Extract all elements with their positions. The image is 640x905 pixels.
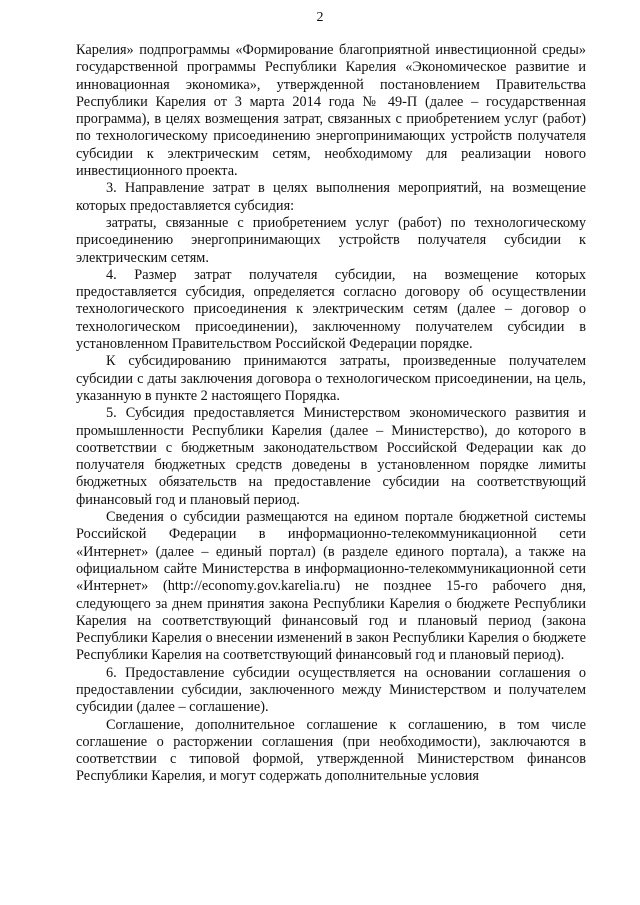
paragraph-item-5: 5. Субсидия предоставляется Министерством экономического развития и промышленности Республики Карелия (далее – Министерство), до которого в соответствии с бюджетным законодательством Российской Федерации как до получателя бюджетных средств доведены в установленном порядке лимиты бюджетных обязательств на предоставление субсидии на соответствующий финансовый год и плановый период. — [76, 405, 586, 508]
paragraph-item-4: 4. Размер затрат получателя субсидии, на возмещение которых предоставляется субсидия, определяется согласно договору об осуществлении технологического присоединения к электрическим сетям (далее – договор о технологическом присоединении), заключенному получателем субсидии в установленном Правительством Российской Федерации порядке. — [76, 266, 586, 353]
paragraph-costs: затраты, связанные с приобретением услуг (работ) по технологическому присоединению энергопринимающих устройств получателя субсидии к электрическим сетям. — [76, 214, 586, 266]
paragraph-subsidized-costs: К субсидированию принимаются затраты, произведенные получателем субсидии с даты заключения договора о технологическом присоединении, на цель, указанную в пункте 2 настоящего Порядка. — [76, 353, 586, 404]
paragraph-continuation: Карелия» подпрограммы «Формирование благоприятной инвестиционной среды» государственной программы Республики Карелия «Экономическое развитие и инновационная экономика», утвержденной постановлением Правительства Республики Карелия от 3 марта 2014 года № 49-П (далее – государственная программа), в целях возмещения затрат, связанных с приобретением услуг (работ) по технологическому присоединению энергопринимающих устройств получателя субсидии к электрическим сетям, необходимому для реализации нового инвестиционного проекта. — [76, 42, 586, 180]
paragraph-item-3: 3. Направление затрат в целях выполнения мероприятий, на возмещение которых предоставляется субсидия: — [76, 180, 586, 214]
page-number: 2 — [316, 10, 324, 25]
paragraph-item-6: 6. Предоставление субсидии осуществляется на основании соглашения о предоставлении субсидии, заключенного между Министерством и получателем субсидии (далее – соглашение). — [76, 664, 586, 716]
paragraph-portal-info: Сведения о субсидии размещаются на едином портале бюджетной системы Российской Федерации в информационно-телекоммуникационной сети «Интернет» (далее – единый портал) (в разделе единого портала), а также на официальном сайте Министерства в информационно-телекоммуникационной сети «Интернет» (http://economy.gov.karelia.ru) не позднее 15-го рабочего дня, следующего за днем принятия закона Республики Карелия о бюджете Республики Карелия на соответствующий финансовый год и плановый период (закона Республики Карелия о внесении изменений в закон Республики Карелия о бюджете Республики Карелия на соответствующий финансовый год и плановый период). — [76, 509, 586, 664]
document-body — [76, 42, 586, 786]
paragraph-agreement: Соглашение, дополнительное соглашение к соглашению, в том числе соглашение о расторжении соглашения (при необходимости), заключаются в соответствии с типовой формой, утвержденной Министерством финансов Республики Карелия, и могут содержать дополнительные условия — [76, 716, 586, 785]
